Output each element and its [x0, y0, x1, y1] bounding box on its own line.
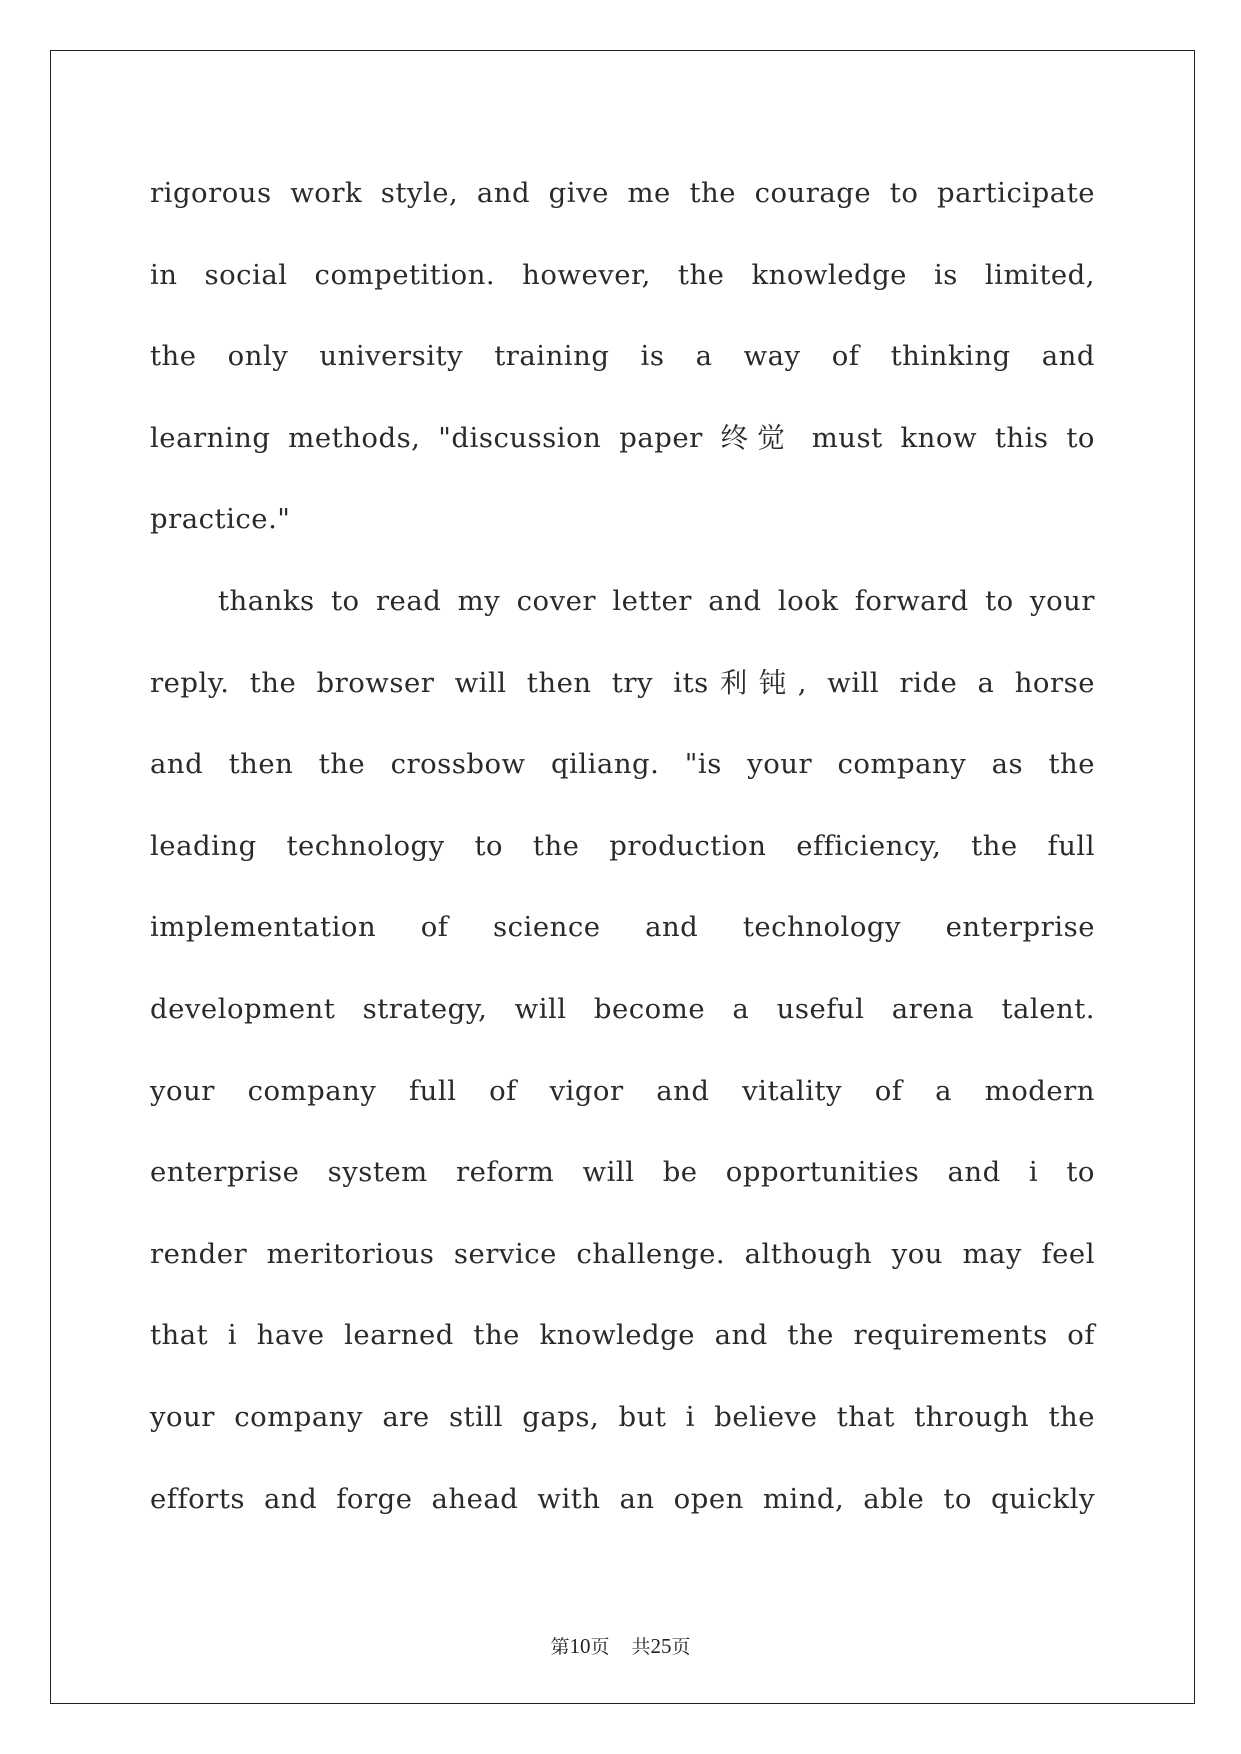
total-suffix: 页	[671, 1636, 691, 1658]
text-line-17: efforts and forge ahead with an open mind, able to quickly	[150, 1482, 1095, 1515]
text-line-9: leading technology to the production efficiency, the full	[150, 829, 1095, 862]
text-line-10: implementation of science and technology enterprise	[150, 911, 1095, 944]
text-line-5: practice."	[150, 503, 291, 536]
document-body	[150, 153, 1095, 1540]
page-current: 10	[569, 1634, 591, 1658]
page-total: 25	[650, 1634, 672, 1658]
text-line-16: your company are still gaps, but i believe that through the	[150, 1400, 1095, 1433]
text-line-4: learning methods, "discussion paper 终觉 must know this to	[150, 421, 1095, 454]
page-number-footer	[0, 1632, 1241, 1659]
text-line-6: thanks to read my cover letter and look forward to your	[218, 584, 1095, 617]
text-line-2: in social competition. however, the knowledge is limited,	[150, 258, 1095, 291]
text-line-1: rigorous work style, and give me the courage to participate	[150, 177, 1095, 209]
text-line-7: reply. the browser will then try its利钝, will ride a horse	[150, 666, 1095, 699]
text-line-13: enterprise system reform will be opportunities and i to	[150, 1156, 1095, 1189]
text-line-3: the only university training is a way of thinking and	[150, 340, 1095, 373]
total-prefix: 共	[631, 1636, 651, 1658]
text-line-14: render meritorious service challenge. although you may feel	[150, 1237, 1095, 1270]
text-line-12: your company full of vigor and vitality of a modern	[150, 1074, 1095, 1107]
page-prefix: 第	[550, 1636, 570, 1658]
text-line-15: that i have learned the knowledge and the requirements of	[150, 1319, 1095, 1352]
text-line-11: development strategy, will become a useful arena talent.	[150, 992, 1095, 1025]
page-suffix: 页	[590, 1636, 610, 1658]
text-line-8: and then the crossbow qiliang. "is your company as the	[150, 748, 1095, 781]
